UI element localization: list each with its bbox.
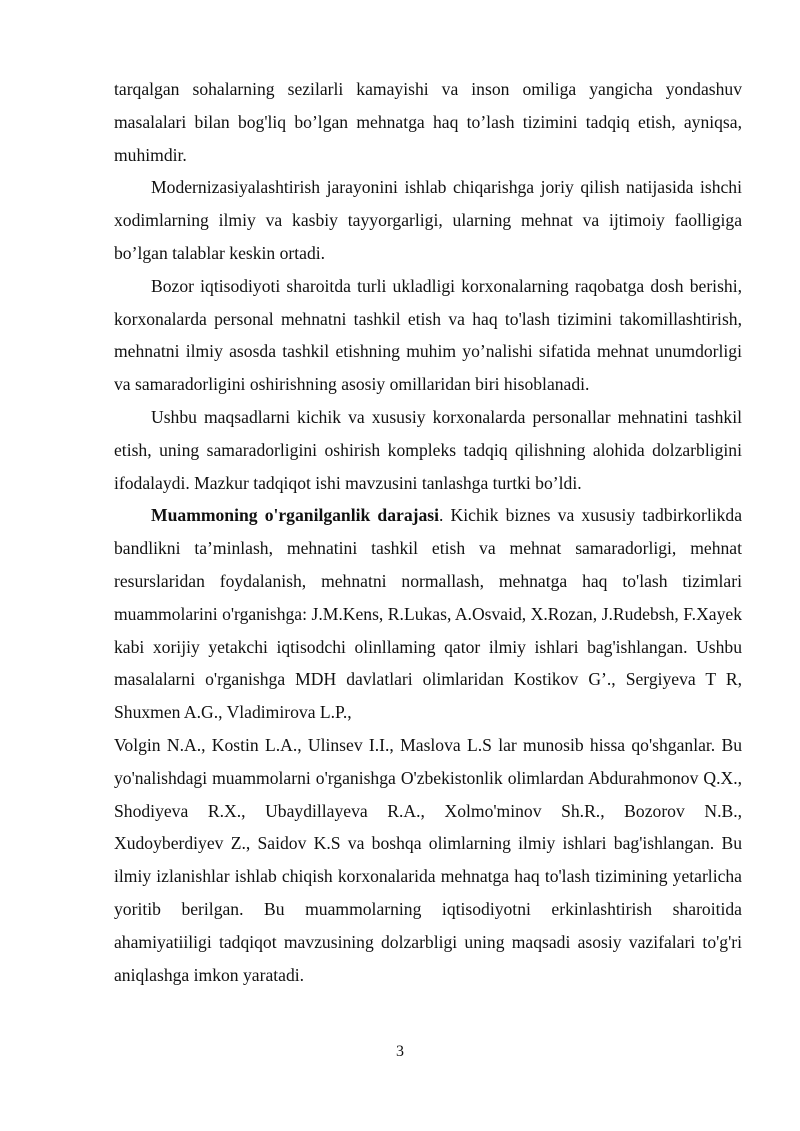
section-heading: Muammoning o'rganilganlik darajasi (151, 505, 440, 526)
paragraph-continuation: tarqalgan sohalarning sezilarli kamayishi va inson omiliga yangicha yondashuv masalalari bilan bog'liq bo’lgan mehnatga haq to’lash tizimini tadqiq etish, ayniqsa, muhimdir. (114, 79, 742, 165)
paragraph-modernization: Modernizasiyalashtirish jarayonini ishlab chiqarishga joriy qilish natijasida ishchi xodimlarning ilmiy va kasbiy tayyorgarligi, ularning mehnat va ijtimoiy faolligiga bo’lgan talablar keskin ortadi. (114, 177, 742, 263)
page-number: 3 (396, 1043, 404, 1060)
paragraph-scholars: Volgin N.A., Kostin L.A., Ulinsev I.I., Maslova L.S lar munosib hissa qo'shganlar. Bu yo'nalishdagi muammolarni o'rganishga O'zbekistonlik olimlardan Abdurahmonov Q.X., Shodiyeva R.X., Ubaydillayeva R.A., Xolmo'minov Sh.R., Bozorov N.B., Xudoyberdiyev Z., Saidov K.S va boshqa olimlarning ilmiy ishlari bag'ishlangan. Bu ilmiy izlanishlar ishlab chiqish korxonalarida mehnatga haq to'lash tizimining yetarlicha yoritib berilgan. Bu muammolarning iqtisodiyotni erkinlashtirish sharoitida ahamiyatiiligi tadqiqot mavzusining dolzarbligi uning maqsadi asosiy vazifalari to'g'ri aniqlashga imkon yaratadi. (114, 734, 742, 985)
paragraph-research-level-text: . Kichik biznes va xususiy tadbirkorlikda bandlikni ta’minlash, mehnatini tashkil etish va mehnat samaradorligi, mehnat resurslaridan foydalanish, mehnatni normallash, mehnatga haq to'lash tizimlari muammolarini o'rganishga: J.M.Kens, R.Lukas, A.Osvaid, X.Rozan, J.Rudebsh, F.Xayek kabi xorijiy yetakchi iqtisodchi olinllaming qator ilmiy ishlari bag'ishlangan. Ushbu masalalarni o'rganishga MDH davlatlari olimlaridan Kostikov G’., Sergiyeva T R, Shuxmen A.G., Vladimirova L.P., (114, 505, 742, 723)
body-text (114, 73, 742, 991)
paragraph-market-economy: Bozor iqtisodiyoti sharoitda turli ukladligi korxonalarning raqobatga dosh berishi, korxonalarda personal mehnatni tashkil etish va haq to'lash tizimini takomillashtirish, mehnatni ilmiy asosda tashkil etishning muhim yo’nalishi sifatida mehnat unumdorligi va samaradorligini oshirishning asosiy omillaridan biri hisoblanadi. (114, 275, 742, 395)
paragraph-research-level (114, 499, 742, 729)
paragraph-objectives: Ushbu maqsadlarni kichik va xususiy korxonalarda personallar mehnatini tashkil etish, uning samaradorligini oshirish kompleks tadqiq qilishning alohida dolzarbligini ifodalaydi. Mazkur tadqiqot ishi mavzusini tanlashga turtki bo’ldi. (114, 406, 742, 493)
